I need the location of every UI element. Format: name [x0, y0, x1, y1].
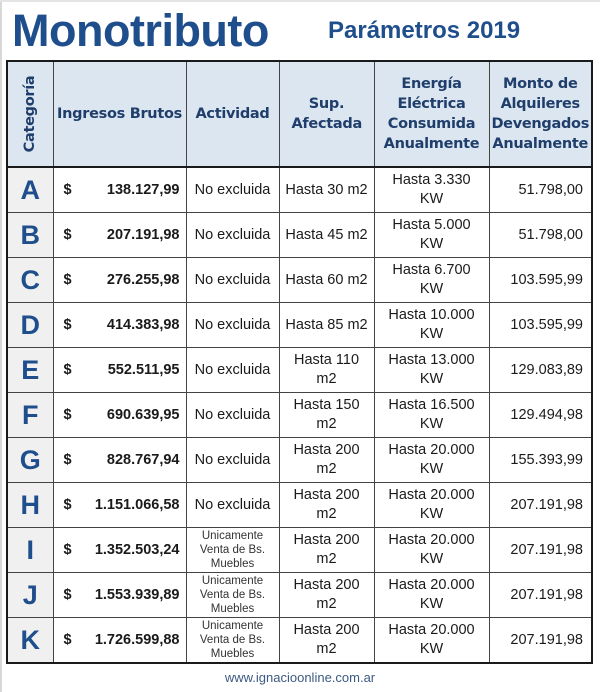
monto-alquileres-cell: 51.798,00 — [489, 167, 592, 213]
table-row — [7, 438, 592, 483]
ingresos-brutos-cell — [53, 213, 186, 258]
ingresos-brutos-cell — [53, 303, 186, 348]
sup-afectada-cell — [279, 303, 374, 348]
actividad-value: No excluida — [194, 316, 271, 333]
ingresos-value: 1.352.503,24 — [94, 541, 180, 558]
ingresos-value: 552.511,95 — [107, 361, 180, 378]
actividad-cell — [186, 393, 279, 438]
energia-cell — [374, 303, 489, 348]
energia-cell — [374, 483, 489, 528]
category-letter: E — [7, 348, 53, 393]
page-title: Monotributo — [12, 5, 269, 56]
monto-alquileres-cell: 129.083,89 — [489, 348, 592, 393]
energia-value: Hasta 10.000 KW — [388, 307, 475, 342]
sup-afectada-cell — [279, 483, 374, 528]
currency-symbol: $ — [63, 361, 72, 378]
page-subtitle: Parámetros 2019 — [328, 17, 521, 44]
header-row — [7, 61, 592, 167]
actividad-cell — [186, 573, 279, 618]
column-header-ingresos: Ingresos Brutos — [53, 61, 186, 167]
sup-afectada-cell — [279, 528, 374, 573]
currency-symbol: $ — [63, 181, 72, 198]
currency-symbol: $ — [63, 226, 72, 243]
category-letter: G — [7, 438, 53, 483]
actividad-cell — [186, 438, 279, 483]
table-row — [7, 303, 592, 348]
ingresos-brutos-cell — [53, 438, 186, 483]
sup-afectada-cell — [279, 438, 374, 483]
ingresos-brutos-cell — [53, 393, 186, 438]
energia-cell — [374, 618, 489, 664]
actividad-value: No excluida — [194, 496, 271, 513]
ingresos-value: 1.151.066,58 — [94, 496, 180, 513]
category-letter: C — [7, 258, 53, 303]
energia-value: Hasta 20.000 KW — [388, 622, 475, 657]
table-row — [7, 618, 592, 664]
column-header-categoria — [7, 61, 53, 167]
currency-symbol: $ — [63, 271, 72, 288]
sup-afectada-value: Hasta 45 m2 — [285, 226, 368, 243]
monto-alquileres-cell: 103.595,99 — [489, 303, 592, 348]
monto-alquileres-cell: 51.798,00 — [489, 213, 592, 258]
category-letter: F — [7, 393, 53, 438]
frame-left-edge — [0, 0, 2, 692]
energia-cell — [374, 167, 489, 213]
category-letter: K — [7, 618, 53, 664]
actividad-cell — [186, 483, 279, 528]
monto-alquileres-cell: 155.393,99 — [489, 438, 592, 483]
ingresos-brutos-cell — [53, 258, 186, 303]
energia-cell — [374, 348, 489, 393]
monotributo-table — [6, 60, 593, 664]
monto-alquileres-cell: 207.191,98 — [489, 528, 592, 573]
actividad-value: No excluida — [194, 451, 271, 468]
sup-afectada-cell — [279, 618, 374, 664]
category-letter: A — [7, 167, 53, 213]
energia-cell — [374, 258, 489, 303]
monto-alquileres-cell: 207.191,98 — [489, 618, 592, 664]
sup-afectada-value: Hasta 200 m2 — [293, 442, 360, 477]
column-header-actividad: Actividad — [186, 61, 279, 167]
sup-afectada-value: Hasta 60 m2 — [285, 271, 368, 288]
ingresos-brutos-cell — [53, 167, 186, 213]
energia-value: Hasta 20.000 KW — [388, 532, 475, 567]
currency-symbol: $ — [63, 631, 72, 648]
sup-afectada-cell — [279, 393, 374, 438]
currency-symbol: $ — [63, 451, 72, 468]
column-header-energia — [374, 61, 489, 167]
category-letter: I — [7, 528, 53, 573]
sup-afectada-cell — [279, 167, 374, 213]
actividad-cell — [186, 258, 279, 303]
actividad-value: Unicamente Venta de Bs. Muebles — [199, 620, 266, 660]
actividad-value: No excluida — [194, 181, 271, 198]
energia-value: Hasta 20.000 KW — [388, 442, 475, 477]
sup-afectada-value: Hasta 150 m2 — [293, 397, 360, 432]
table-row — [7, 483, 592, 528]
ingresos-brutos-cell — [53, 348, 186, 393]
table-row — [7, 348, 592, 393]
ingresos-value: 690.639,95 — [106, 406, 180, 423]
energia-value: Hasta 16.500 KW — [388, 397, 475, 432]
energia-value: Hasta 13.000 KW — [388, 352, 475, 387]
currency-symbol: $ — [63, 406, 72, 423]
ingresos-value: 276.255,98 — [106, 271, 180, 288]
actividad-cell — [186, 213, 279, 258]
actividad-value: Unicamente Venta de Bs. Muebles — [199, 530, 266, 570]
actividad-cell — [186, 618, 279, 664]
column-header-label: Monto de Alquileres Devengados Anualmente — [491, 76, 590, 152]
currency-symbol: $ — [63, 496, 72, 513]
footer-url: www.ignacioonline.com.ar — [224, 670, 376, 685]
actividad-value: No excluida — [194, 226, 271, 243]
table-row — [7, 213, 592, 258]
sup-afectada-cell — [279, 573, 374, 618]
energia-value: Hasta 5.000 KW — [392, 217, 471, 252]
sup-afectada-value: Hasta 200 m2 — [293, 532, 360, 567]
category-letter: H — [7, 483, 53, 528]
table-row — [7, 573, 592, 618]
ingresos-value: 207.191,98 — [106, 226, 180, 243]
sup-afectada-value: Hasta 30 m2 — [285, 181, 368, 198]
category-letter: D — [7, 303, 53, 348]
sup-afectada-value: Hasta 200 m2 — [293, 577, 360, 612]
table-row — [7, 167, 592, 213]
column-header-label: Categoría — [22, 75, 39, 153]
column-header-label: Sup. Afectada — [291, 96, 362, 132]
currency-symbol: $ — [63, 541, 72, 558]
sup-afectada-value: Hasta 200 m2 — [293, 622, 360, 657]
energia-cell — [374, 573, 489, 618]
column-header-monto — [489, 61, 592, 167]
sup-afectada-cell — [279, 348, 374, 393]
ingresos-value: 414.383,98 — [106, 316, 180, 333]
ingresos-value: 828.767,94 — [106, 451, 180, 468]
ingresos-value: 1.553.939,89 — [94, 586, 180, 603]
category-letter: B — [7, 213, 53, 258]
energia-cell — [374, 393, 489, 438]
category-letter: J — [7, 573, 53, 618]
energia-value: Hasta 3.330 KW — [392, 172, 471, 207]
actividad-cell — [186, 303, 279, 348]
frame-top-edge — [0, 0, 600, 2]
table-row — [7, 258, 592, 303]
actividad-value: Unicamente Venta de Bs. Muebles — [199, 575, 266, 615]
ingresos-brutos-cell — [53, 528, 186, 573]
currency-symbol: $ — [63, 316, 72, 333]
monto-alquileres-cell: 207.191,98 — [489, 573, 592, 618]
ingresos-brutos-cell — [53, 573, 186, 618]
energia-cell — [374, 528, 489, 573]
actividad-value: No excluida — [194, 271, 271, 288]
ingresos-value: 138.127,99 — [106, 181, 180, 198]
currency-symbol: $ — [63, 586, 72, 603]
monto-alquileres-cell: 129.494,98 — [489, 393, 592, 438]
table-row — [7, 393, 592, 438]
actividad-cell — [186, 167, 279, 213]
monto-alquileres-cell: 207.191,98 — [489, 483, 592, 528]
energia-value: Hasta 6.700 KW — [392, 262, 471, 297]
energia-value: Hasta 20.000 KW — [388, 577, 475, 612]
sup-afectada-cell — [279, 213, 374, 258]
energia-cell — [374, 438, 489, 483]
ingresos-brutos-cell — [53, 483, 186, 528]
table-row — [7, 528, 592, 573]
energia-value: Hasta 20.000 KW — [388, 487, 475, 522]
ingresos-brutos-cell — [53, 618, 186, 664]
column-header-sup — [279, 61, 374, 167]
actividad-value: No excluida — [194, 361, 271, 378]
column-header-label: Energía Eléctrica Consumida Anualmente — [383, 76, 480, 152]
sup-afectada-value: Hasta 110 m2 — [293, 352, 360, 387]
actividad-cell — [186, 528, 279, 573]
sup-afectada-cell — [279, 258, 374, 303]
energia-cell — [374, 213, 489, 258]
ingresos-value: 1.726.599,88 — [94, 631, 180, 648]
actividad-cell — [186, 348, 279, 393]
sup-afectada-value: Hasta 200 m2 — [293, 487, 360, 522]
actividad-value: No excluida — [194, 406, 271, 423]
monto-alquileres-cell: 103.595,99 — [489, 258, 592, 303]
sup-afectada-value: Hasta 85 m2 — [285, 316, 368, 333]
